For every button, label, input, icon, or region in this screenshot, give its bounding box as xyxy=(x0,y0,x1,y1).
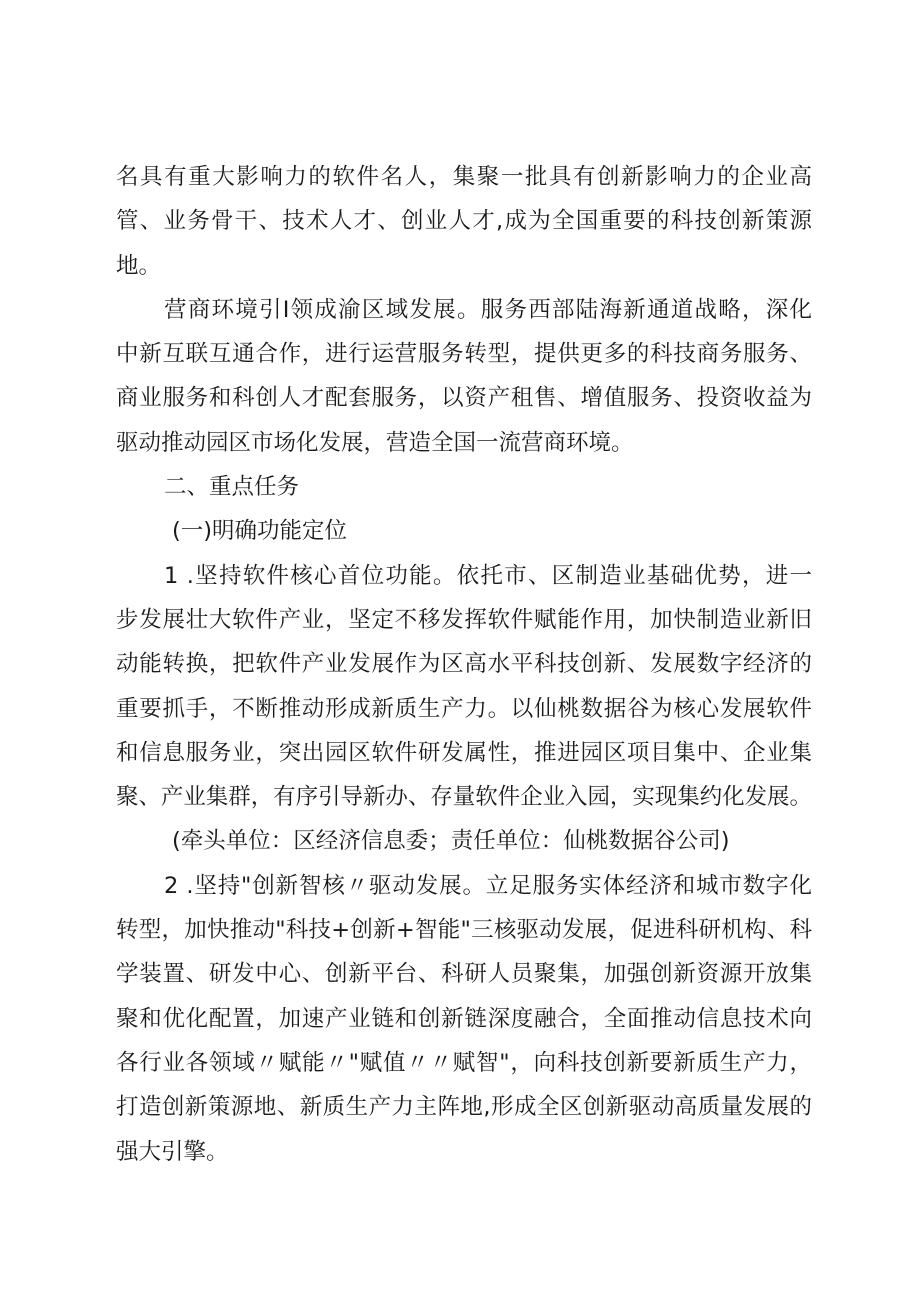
subsection-heading xyxy=(116,509,812,553)
text-line: 地。 xyxy=(116,252,162,279)
text-line: 转型，加快推动"科技+创新+智能"三核驱动发展，促进科研机构、科 xyxy=(116,917,812,944)
subheading-text: (一)明确功能定位 xyxy=(172,518,348,545)
responsibility-note xyxy=(116,819,812,863)
text-line: 打造创新策源地、新质生产力主阵地,形成全区创新驱动高质量发展的 xyxy=(116,1094,812,1121)
text-line: 动能转换，把软件产业发展作为区高水平科技创新、发展数字经济的 xyxy=(116,651,812,678)
text-line: 聚、产业集群，有序引导新办、存量软件企业入园，实现集约化发展。 xyxy=(116,784,812,811)
text-line: 营商环境引I领成渝区域发展。服务西部陆海新通道战略，深化 xyxy=(164,296,812,323)
text-line: 2 .坚持"创新智核〃驱动发展。立足服务实体经济和城市数字化 xyxy=(164,872,812,899)
paragraph-talent xyxy=(116,155,812,288)
section-heading xyxy=(116,465,812,509)
text-line: 各行业各领域〃赋能〃"赋值〃〃赋智"，向科技创新要新质生产力， xyxy=(116,1049,812,1076)
text-line: 学装置、研发中心、创新平台、科研人员聚集，加强创新资源开放集 xyxy=(116,961,812,988)
text-line: 商业服务和科创人才配套服务，以资产租售、增值服务、投资收益为 xyxy=(116,385,812,412)
text-line: 和信息服务业，突出园区软件研发属性，推进园区项目集中、企业集 xyxy=(116,739,812,766)
text-line: 驱动推动园区市场化发展，营造全国一流营商环境。 xyxy=(116,429,634,456)
item-software-core xyxy=(116,554,812,820)
text-line: 名具有重大影响力的软件名人，集聚一批具有创新影响力的企业高 xyxy=(116,164,812,190)
item-innovation-core xyxy=(116,864,812,1174)
text-line: 中新互联互通合作，进行运营服务转型，提供更多的科技商务服务、 xyxy=(116,341,812,368)
heading-text: 二、重点任务 xyxy=(164,474,300,501)
text-line: 重要抓手，不断推动形成新质生产力。以仙桃数据谷为核心发展软件 xyxy=(116,695,812,722)
text-line: 强大引擎。 xyxy=(116,1138,229,1165)
text-line: (牵头单位：区经济信息委；责任单位：仙桃数据谷公司) xyxy=(172,828,730,855)
text-line: 步发展壮大软件产业，坚定不移发挥软件赋能作用，加快制造业新旧 xyxy=(116,606,812,633)
text-line: 管、业务骨干、技术人才、创业人才,成为全国重要的科技创新策源 xyxy=(116,208,812,235)
text-line: 聚和优化配置，加速产业链和创新链深度融合，全面推动信息技术向 xyxy=(116,1005,812,1032)
text-line: 1 .坚持软件核心首位功能。依托市、区制造业基础优势，进一 xyxy=(164,562,812,589)
paragraph-business-environment xyxy=(116,288,812,465)
document-body xyxy=(116,155,812,1174)
